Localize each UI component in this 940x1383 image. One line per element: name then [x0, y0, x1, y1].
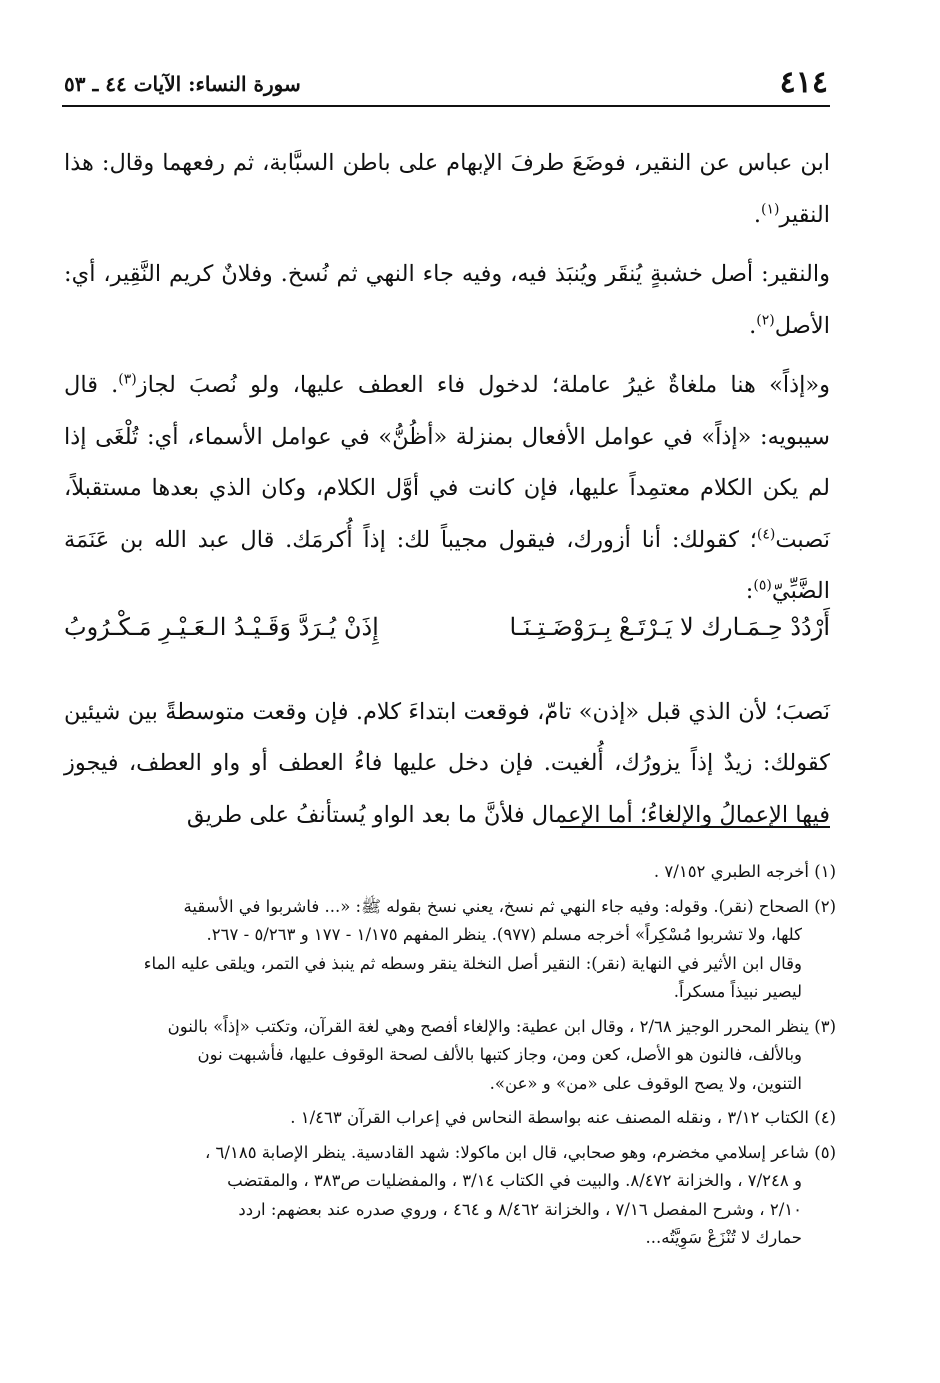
- footnote-line: وبالألف، فالنون هو الأصل، كعن ومن، وجاز كتبها بالألف لصحة الوقوف عليها، فأشبهت نون: [197, 1045, 802, 1064]
- poetry-verse: [64, 602, 830, 652]
- punctuation: .: [749, 312, 757, 339]
- footnote-line: (٥) شاعر إسلامي مخضرم، وهو صحابي، قال ابن ماكولا: شهد القادسية. ينظر الإصابة ٦/١٨٥ ،: [204, 1142, 836, 1162]
- footnote-line: وقال ابن الأثير في النهاية (نقر): النقير أصل النخلة ينقر وسطه ثم ينبذ في التمر، ويلقى عليه الماء: [143, 953, 802, 973]
- page-header: [64, 66, 828, 106]
- footnote-line: ٢/١٠ ، وشرح المفصل ٧/١٦ ، والخزانة ٨/٤٦٢ و ٤٦٤ ، وروي صدره عند بعضهم: اردد: [238, 1199, 802, 1219]
- paragraph-text: ؛ كقولك: أنا أزورك، فيقول مجيباً لك: إذاً أُكرمَك. قال عبد الله بن عَنَمَة الضَّبِّيّ: [64, 526, 830, 604]
- punctuation: :: [745, 578, 754, 604]
- paragraph: [64, 138, 830, 241]
- footnote-separator: [560, 826, 830, 828]
- paragraph: [64, 249, 830, 352]
- main-text-continued: [64, 664, 830, 864]
- main-text: [64, 138, 830, 618]
- footnote-line: حمارك لا تُنْزَعْ سَوِيَّتُه...: [645, 1228, 802, 1247]
- footnote-line: (١) أخرجه الطبري ٧/١٥٢ .: [653, 862, 836, 881]
- footnote-1: [64, 858, 836, 887]
- footnote-line: كلها، ولا تشربوا مُسْكِراً» أخرجه مسلم (٩٧٧). ينظر المفهم ١/١٧٥ - ١٧٧ و ٥/٢٦٣ - ٢٦٧.: [206, 925, 802, 944]
- footnote-ref: (٥): [753, 577, 772, 594]
- footnote-ref: (٣): [118, 371, 137, 388]
- footnote-ref: (٢): [756, 312, 775, 328]
- verse-first-hemistich: أَرْدُدْ حِـمَـارك لا يَـرْتَـعْ بِـرَوْضَـتِـنَـا: [509, 613, 830, 641]
- footnote-line: التنوين، ولا يصح الوقوف على «من» و «عن».: [489, 1073, 802, 1093]
- punctuation: .: [753, 201, 762, 228]
- paragraph-text: والنقير: أصل خشبةٍ يُنقَر ويُنبَذ فيه، وفيه جاء النهي ثم نُسخ. وفلانٌ كريم النَّقِير، أي: الأصل: [64, 261, 830, 339]
- footnote-line: (٣) ينظر المحرر الوجيز ٢/٦٨ ، وقال ابن عطية: والإلغاء أفصح وهي لغة القرآن، وتكتب «إذاً» بالنون: [167, 1016, 836, 1036]
- footnote-line: ليصير نبيذاً مسكراً.: [673, 982, 802, 1001]
- footnote-line: (٢) الصحاح (نقر). وقوله: وفيه جاء النهي ثم نسخ، يعني نسخ بقوله ﷺ: «... فاشربوا في الأسقية: [183, 896, 836, 916]
- footnotes: [64, 858, 836, 1259]
- footnote-5: [64, 1139, 836, 1253]
- footnote-ref: (٤): [756, 526, 776, 542]
- paragraph-text: ابن عباس عن النقير، فوضَعَ طرفَ الإبهام على باطن السبَّابة، ثم رفعهما وقال: هذا النقير: [64, 150, 830, 228]
- footnote-3: [64, 1013, 836, 1099]
- paragraph: نَصبَ؛ لأن الذي قبل «إذن» تامّ، فوقعت ابتداءَ كلام. فإن وقعت متوسطةً بين شيئين كقولك: زيدٌ إذاً يزورُك، أُلغيت. فإن دخل عليها فاءُ العطف أو واو العطف، فيجوز فيها الإعمالُ والإلغاءُ؛ أما الإعمال فلأنَّ ما بعد الواو يُستأنفُ على طريق: [64, 698, 830, 828]
- header-rule: [62, 105, 830, 107]
- footnote-2: [64, 893, 836, 1007]
- paragraph-text: . قال سيبويه: «إذاً» في عوامل الأفعال بمنزلة «أظُنُّ» في عوامل الأسماء، أي: تُلْغَى إذا لم يكن الكلام معتمِداً عليها، فإن كانت في أوَّل الكلام، وكان الذي بعدها مستقبلاً، نَصبت: [64, 372, 830, 553]
- paragraph: [64, 360, 830, 618]
- paragraph-text: و«إذاً» هنا ملغاةٌ غيرُ عاملة؛ لدخول فاء العطف عليها، ولو نُصبَ لجاز: [136, 372, 831, 398]
- footnote-line: (٤) الكتاب ٣/١٢ ، ونقله المصنف عنه بواسطة النحاس في إعراب القرآن ١/٤٦٣ .: [290, 1108, 836, 1127]
- footnote-4: [64, 1104, 836, 1133]
- running-title: سورة النساء: الآيات ٤٤ ـ ٥٣: [64, 72, 301, 96]
- footnote-ref: (١): [761, 201, 780, 217]
- footnote-line: و ٧/٢٤٨ ، والخزانة ٨/٤٧٢. والبيت في الكتاب ٣/١٤ ، والمفضليات ص٣٨٣ ، والمقتضب: [227, 1171, 802, 1190]
- page-number: ٤١٤: [779, 65, 828, 100]
- verse-second-hemistich: إِذَنْ يُـرَدَّ وَقَـيْـدُ الـعَـيْـرِ مَـكْـرُوبُ: [64, 613, 379, 641]
